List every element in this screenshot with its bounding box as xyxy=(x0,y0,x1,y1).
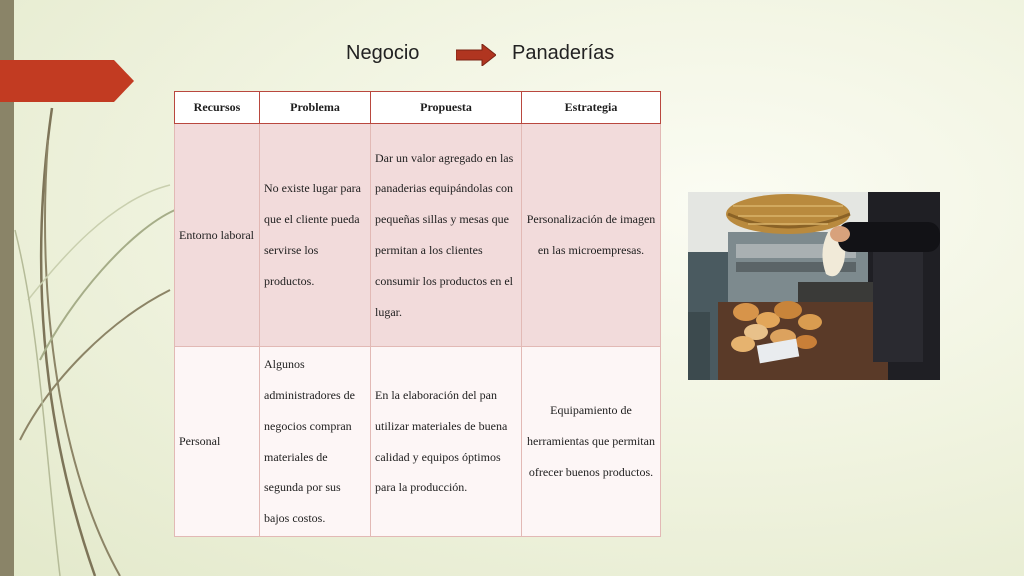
table-header-row xyxy=(175,92,661,124)
strategy-table xyxy=(174,91,661,537)
cell-propuesta: Dar un valor agregado en las panaderias equipándolas con pequeñas sillas y mesas que permitan a los clientes consumir los productos en el lugar. xyxy=(371,124,522,347)
cell-problema: Algunos administradores de negocios compran materiales de segunda por sus bajos costos. xyxy=(260,347,371,537)
cell-propuesta: En la elaboración del pan utilizar materiales de buena calidad y equipos óptimos para la producción. xyxy=(371,347,522,537)
table-row xyxy=(175,124,661,347)
header-problema: Problema xyxy=(260,92,371,124)
table-row xyxy=(175,347,661,537)
right-arrow-icon xyxy=(456,44,496,66)
cell-problema: No existe lugar para que el cliente pueda servirse los productos. xyxy=(260,124,371,347)
cell-recursos: Personal xyxy=(175,347,260,537)
header-estrategia: Estrategia xyxy=(522,92,661,124)
title-panaderias: Panaderías xyxy=(512,42,615,64)
bakery-equipment-photo xyxy=(688,192,940,380)
header-propuesta: Propuesta xyxy=(371,92,522,124)
title-negocio: Negocio xyxy=(346,42,420,64)
cell-estrategia: Personalización de imagen en las microempresas. xyxy=(522,124,661,347)
cell-estrategia: Equipamiento de herramientas que permitan ofrecer buenos productos. xyxy=(522,347,661,537)
header-recursos: Recursos xyxy=(175,92,260,124)
slide-title xyxy=(0,40,1024,70)
cell-recursos: Entorno laboral xyxy=(175,124,260,347)
